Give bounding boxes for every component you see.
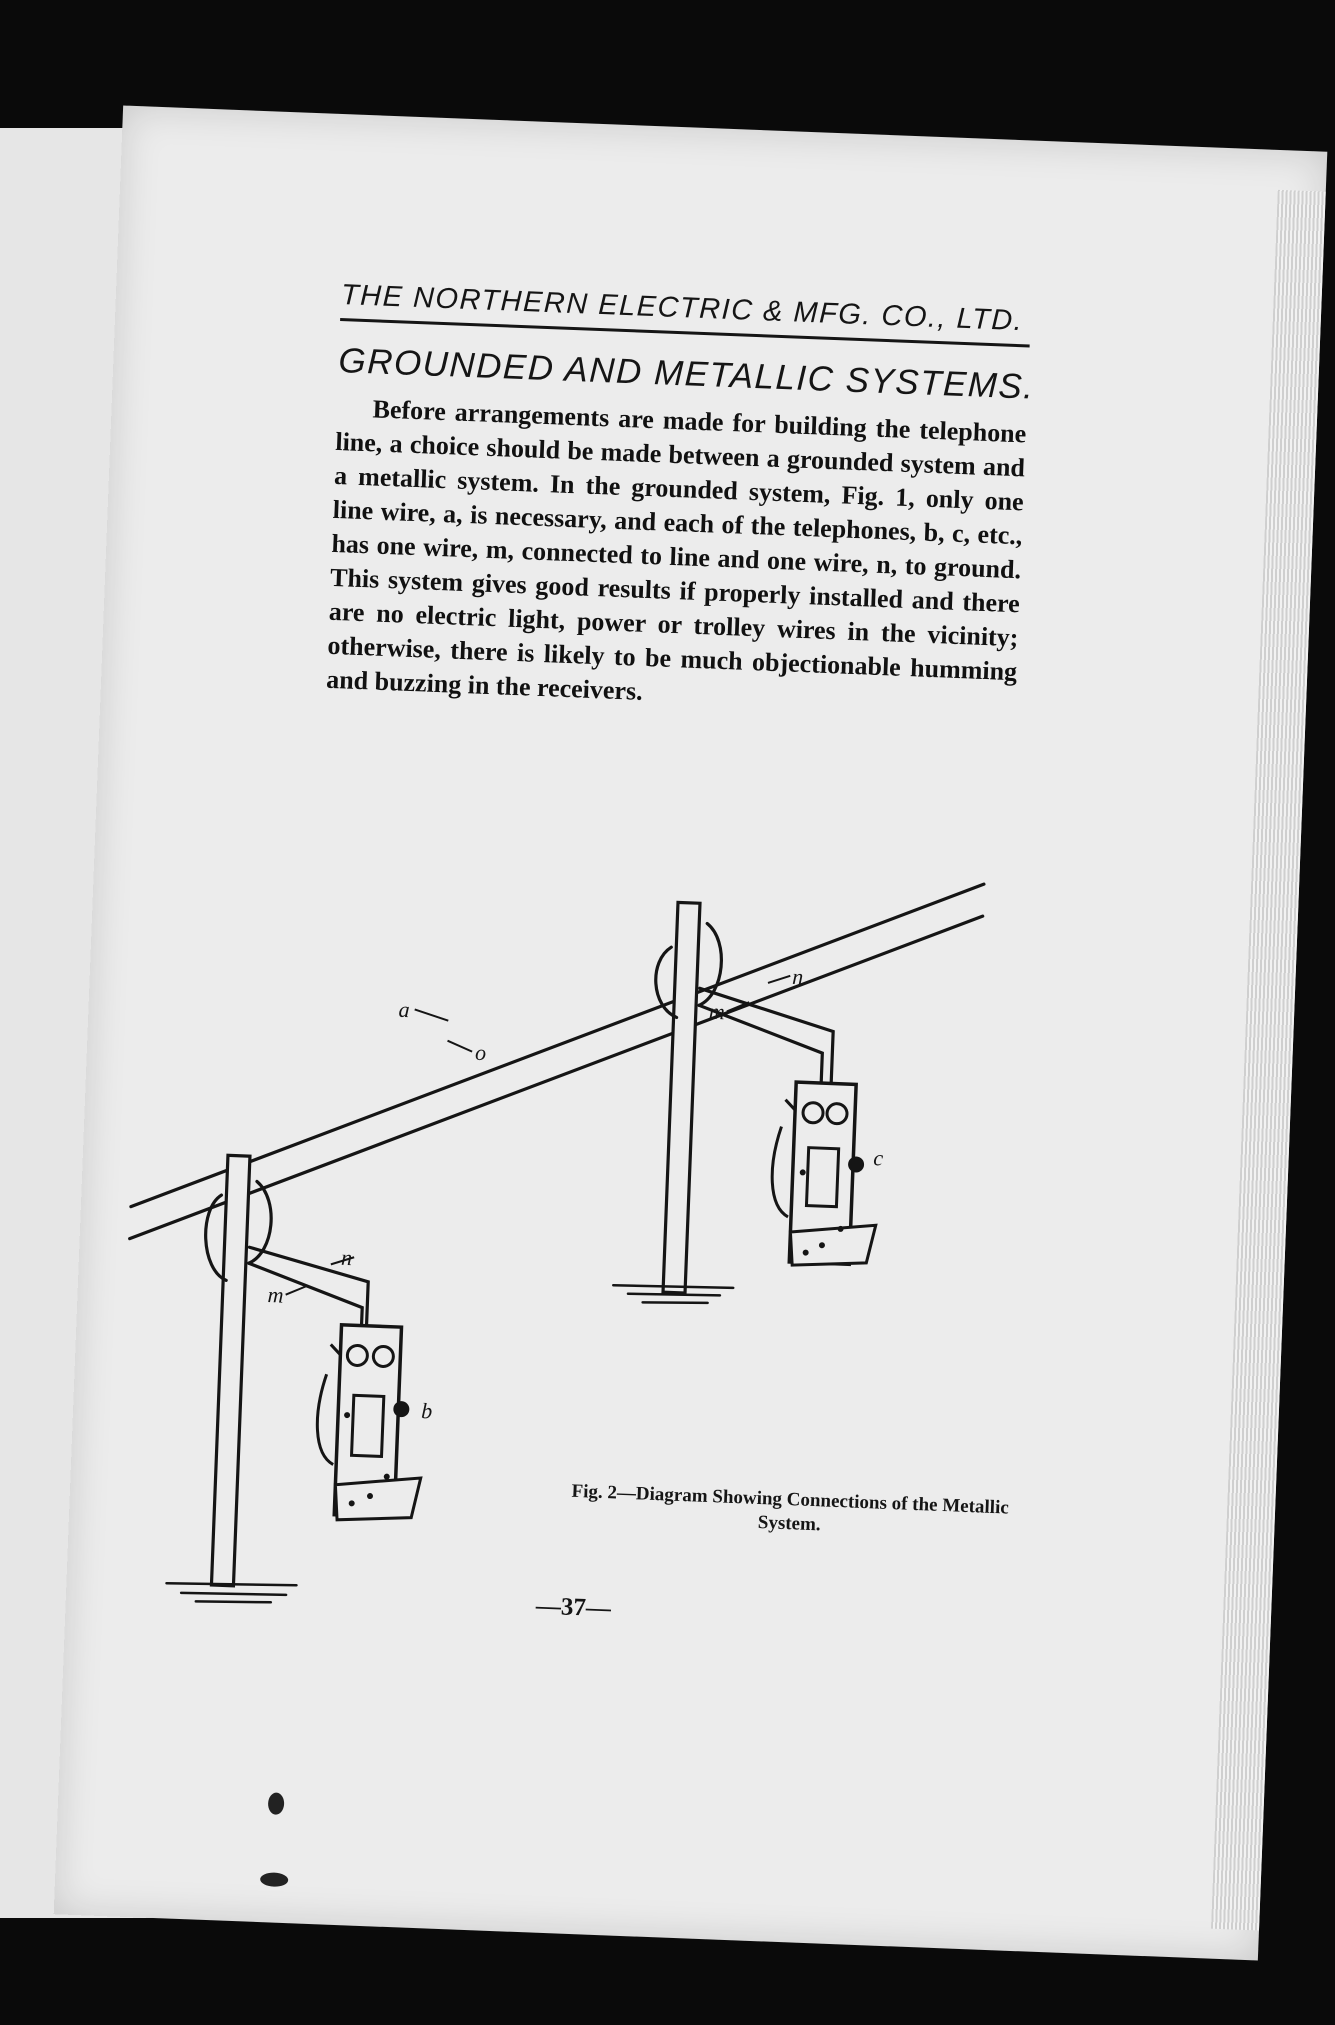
left-pole: [211, 1155, 249, 1586]
ink-smudge: [268, 1792, 285, 1815]
ink-smudge: [260, 1872, 289, 1887]
label-m-right: m: [708, 998, 726, 1025]
section-title: GROUNDED AND METALLIC SYSTEMS.: [337, 341, 1036, 407]
left-drop-wire-m: [247, 1263, 364, 1325]
line-wire-lower: [130, 884, 983, 1271]
right-pole: [663, 902, 700, 1293]
label-n-left: n: [340, 1244, 353, 1271]
label-b: b: [420, 1397, 433, 1424]
figure-caption: Fig. 2—Diagram Showing Connections of the Metallic System.: [571, 1480, 1010, 1536]
left-ground: [166, 1580, 297, 1605]
book-page: [54, 106, 1328, 1961]
label-m-left: m: [267, 1281, 285, 1308]
right-ground: [613, 1283, 734, 1306]
page-number: —37—: [535, 1592, 612, 1623]
telephone-b: [314, 1324, 427, 1523]
line-wire-upper: [131, 852, 984, 1239]
label-c: c: [872, 1145, 884, 1171]
page-content: [325, 279, 1036, 749]
page-edge-stack: [1211, 190, 1326, 1931]
running-head: THE NORTHERN ELECTRIC & MFG. CO., LTD.: [340, 279, 1031, 347]
telephone-c: [769, 1081, 881, 1268]
label-o: o: [474, 1039, 487, 1066]
body-paragraph: Before arrangements are made for building the telephone line, a choice should be made between a grounded system and a metallic system. In the grounded system, Fig. 1, only one line wire, a, is necessary, and each of the telephones, b, c, etc., has one wire, m, connected to line and one wire, n, to ground. This system gives good results if properly installed and there are no electric light, power or trolley wires in the vicinity; otherwise, there is likely to be much objectionable humming and buzzing in the receivers.: [325, 394, 1027, 706]
label-n-right: n: [791, 963, 804, 990]
label-a: a: [398, 996, 411, 1023]
